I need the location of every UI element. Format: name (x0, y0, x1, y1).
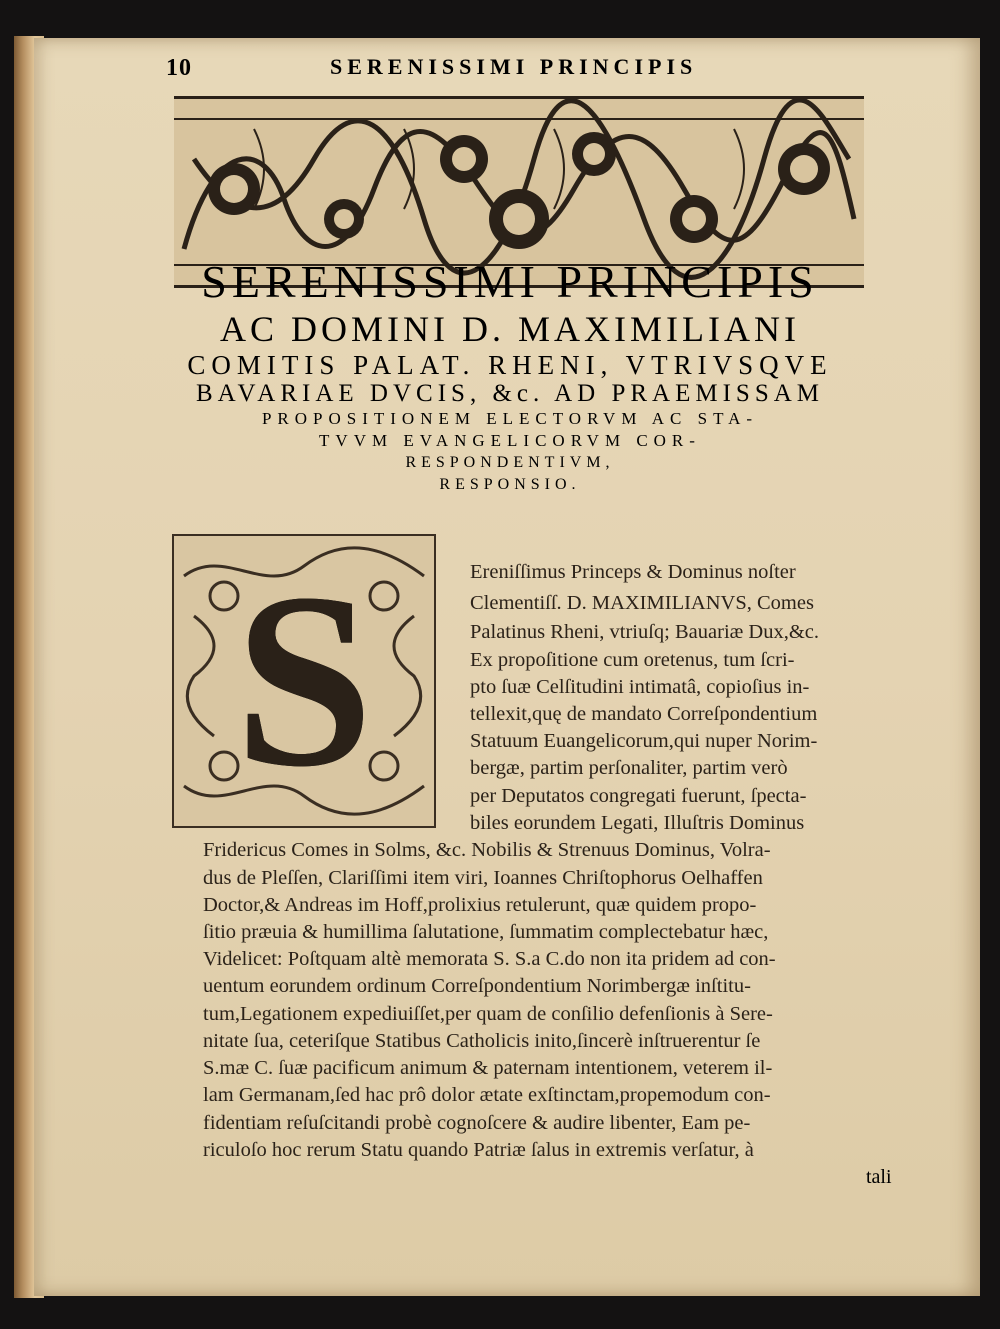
title-line-2: AC DOMINI D. MAXIMILIANI (220, 309, 800, 349)
title-line-8: RESPONSIO. (439, 476, 581, 493)
body-line: Videlicet: Poſtquam altè memorata S. S.a C.do non ita pridem ad con- (203, 948, 776, 970)
body-line: Doctor,& Andreas im Hoff,prolixius retulerunt, quæ quidem propo- (203, 894, 757, 916)
page-number: 10 (166, 55, 192, 81)
title-line-5: PROPOSITIONEM ELECTORVM AC STA- (261, 409, 759, 428)
body-line: dus de Pleſſen, Clariſſimi item viri, Ioannes Chriſtophorus Oelhaffen (203, 867, 763, 889)
body-line: tum,Legationem expediuiſſet,per quam de conſilio defenſionis à Sere- (203, 1003, 773, 1025)
body-line: bergæ, partim perſonaliter, partim verò (470, 757, 788, 779)
body-line: ſitio præuia & humillima ſalutatione, ſummatim complectebatur hæc, (203, 921, 769, 943)
body-line: pto ſuæ Celſitudini intimatâ, copioſius in- (470, 676, 810, 698)
decorated-initial (172, 534, 436, 828)
body-line: biles eorundem Legati, Illuſtris Dominus (470, 812, 805, 834)
body-line: Ereniſſimus Princeps & Dominus noſter (470, 561, 796, 583)
body-line: S.mæ C. ſuæ pacificum animum & paternam intentionem, veterem il- (203, 1057, 773, 1079)
body-line: tellexit,quę de mandato Correſpondentium (470, 703, 818, 725)
title-block (150, 256, 870, 496)
body-line: riculoſo hoc rerum Statu quando Patriæ ſalus in extremis verſatur, à (203, 1139, 754, 1161)
body-line: Ex propoſitione cum oretenus, tum ſcri- (470, 649, 795, 671)
body-line: lam Germanam,ſed hac prô dolor ætate exſtinctam,propemodum con- (203, 1084, 771, 1106)
title-line-6: TVVM EVANGELICORVM COR- (319, 431, 701, 450)
catchword: tali (866, 1166, 892, 1188)
title-line-1: SERENISSIMI PRINCIPIS (201, 256, 819, 307)
body-line: Palatinus Rheni, vtriuſq; Bauariæ Dux,&c. (470, 621, 820, 643)
title-line-3: COMITIS PALAT. RHENI, VTRIVSQVE (187, 350, 833, 380)
initial-letter: S (234, 542, 374, 819)
body-line: uentum eorundem ordinum Correſpondentium Norimbergæ inſtitu- (203, 975, 751, 997)
running-head-title: SERENISSIMI PRINCIPIS (330, 54, 698, 79)
body-line: Clementiſſ. D. MAXIMILIANVS, Comes (470, 592, 814, 614)
body-line: Statuum Euangelicorum,qui nuper Norim- (470, 730, 818, 752)
body-line: Fridericus Comes in Solms, &c. Nobilis & Strenuus Dominus, Volra- (203, 839, 771, 861)
title-line-7: RESPONDENTIVM, (405, 454, 615, 471)
body-line: per Deputatos congregati fuerunt, ſpecta- (470, 785, 807, 807)
title-line-4: BAVARIAE DVCIS, &c. AD PRAEMISSAM (195, 380, 825, 407)
body-line: fidentiam reſuſcitandi probè cognoſcere & audire libenter, Eam pe- (203, 1112, 751, 1134)
body-line: nitate ſua, ceteriſque Statibus Catholicis inito,ſincerè inſtruerentur ſe (203, 1030, 761, 1052)
